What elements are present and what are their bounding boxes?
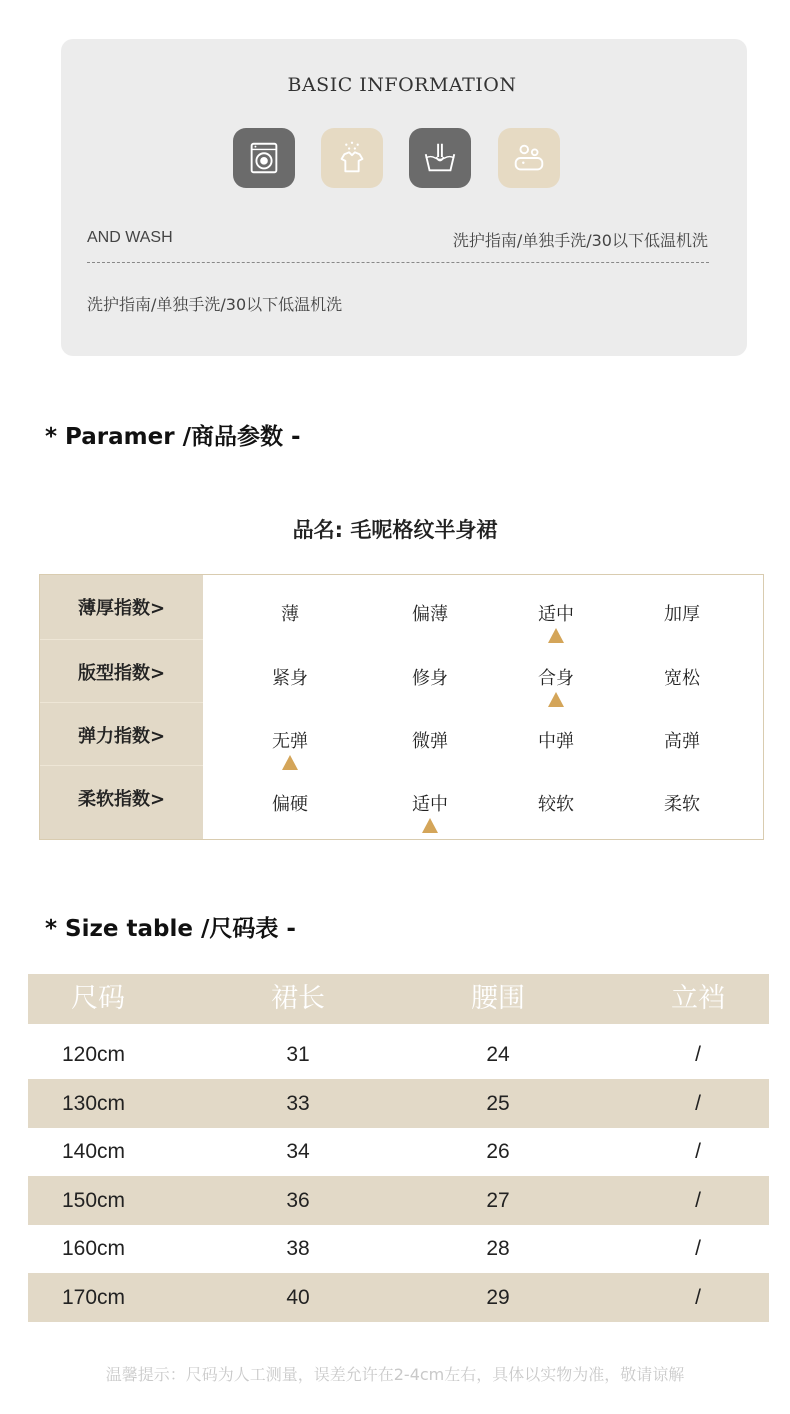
size-cell: 170cm xyxy=(62,1285,126,1309)
size-table-header xyxy=(28,974,769,1024)
param-option: 适中 xyxy=(538,604,574,625)
size-header-cell: 腰围 xyxy=(471,983,525,1014)
size-cell: / xyxy=(695,1285,701,1309)
size-cell: / xyxy=(695,1043,701,1066)
water-drops-shirt-icon xyxy=(321,128,383,188)
size-cell: 120cm xyxy=(62,1043,126,1066)
size-table-row xyxy=(28,1079,769,1128)
size-header-cell: 立裆 xyxy=(671,983,725,1014)
wash-label: AND WASH xyxy=(87,229,173,246)
size-header-cell: 尺码 xyxy=(71,983,125,1014)
care-title: BASIC INFORMATION xyxy=(287,74,517,96)
hand-wash-icon xyxy=(409,128,471,188)
size-cell: / xyxy=(695,1237,701,1260)
param-option: 合身 xyxy=(538,668,574,689)
param-option: 柔软 xyxy=(664,794,700,815)
param-option: 偏硬 xyxy=(272,794,308,815)
param-table xyxy=(39,574,764,840)
param-option: 修身 xyxy=(412,668,448,689)
size-cell: 26 xyxy=(486,1140,510,1163)
param-option: 适中 xyxy=(412,794,448,815)
size-table-row xyxy=(28,1127,769,1176)
param-label: 薄厚指数> xyxy=(77,598,166,619)
selected-marker-icon xyxy=(282,755,298,770)
wash-value: 洗护指南/单独手洗/30以下低温机洗 xyxy=(452,231,708,250)
size-table-row xyxy=(28,1273,769,1322)
size-cell: / xyxy=(695,1188,701,1212)
size-cell: 34 xyxy=(286,1140,310,1163)
size-cell: / xyxy=(695,1091,701,1115)
size-cell: 36 xyxy=(286,1188,310,1212)
param-option: 紧身 xyxy=(272,668,308,689)
size-cell: 160cm xyxy=(62,1237,126,1260)
param-label: 弹力指数> xyxy=(40,702,203,766)
selected-marker-icon xyxy=(548,692,564,707)
param-option: 较软 xyxy=(538,794,574,815)
size-table-row xyxy=(28,1176,769,1225)
wash-note: 洗护指南/单独手洗/30以下低温机洗 xyxy=(87,295,343,314)
size-cell: 140cm xyxy=(62,1140,126,1163)
product-name: 品名: 毛呢格纹半身裙 xyxy=(292,518,498,542)
size-section-title: * Size table /尺码表 - xyxy=(45,916,296,942)
care-icons xyxy=(233,128,573,188)
size-cell: 29 xyxy=(486,1285,510,1309)
selected-marker-icon xyxy=(548,628,564,643)
size-header-cell: 裙长 xyxy=(271,983,325,1014)
size-cell: 33 xyxy=(286,1091,310,1115)
footnote: 温馨提示：尺码为人工测量，误差允许在2-4cm左右，具体以实物为准，敬请谅解 xyxy=(105,1365,685,1384)
param-label: 版型指数> xyxy=(40,639,203,703)
param-option: 微弹 xyxy=(412,731,448,752)
param-option: 高弹 xyxy=(664,731,700,752)
size-cell: 28 xyxy=(486,1237,510,1260)
dashed-divider xyxy=(87,262,709,263)
param-label: 柔软指数> xyxy=(40,765,203,829)
param-option: 中弹 xyxy=(538,731,574,752)
size-cell: 40 xyxy=(286,1285,310,1309)
size-cell: 130cm xyxy=(62,1091,126,1115)
bath-icon xyxy=(498,128,560,188)
param-option: 无弹 xyxy=(272,731,308,752)
selected-marker-icon xyxy=(422,818,438,833)
size-table-row xyxy=(28,1030,769,1079)
param-option: 加厚 xyxy=(664,604,700,625)
size-cell: 150cm xyxy=(62,1188,126,1212)
size-cell: / xyxy=(695,1140,701,1163)
washing-machine-icon xyxy=(233,128,295,188)
param-section-title: * Paramer /商品参数 - xyxy=(45,424,301,450)
param-option: 薄 xyxy=(281,604,299,625)
size-cell: 38 xyxy=(286,1237,310,1260)
param-option: 宽松 xyxy=(664,668,700,689)
size-cell: 27 xyxy=(486,1188,510,1212)
size-cell: 31 xyxy=(286,1043,310,1066)
size-cell: 25 xyxy=(486,1091,510,1115)
param-option: 偏薄 xyxy=(412,604,448,625)
size-cell: 24 xyxy=(486,1043,510,1066)
size-table-row xyxy=(28,1224,769,1273)
